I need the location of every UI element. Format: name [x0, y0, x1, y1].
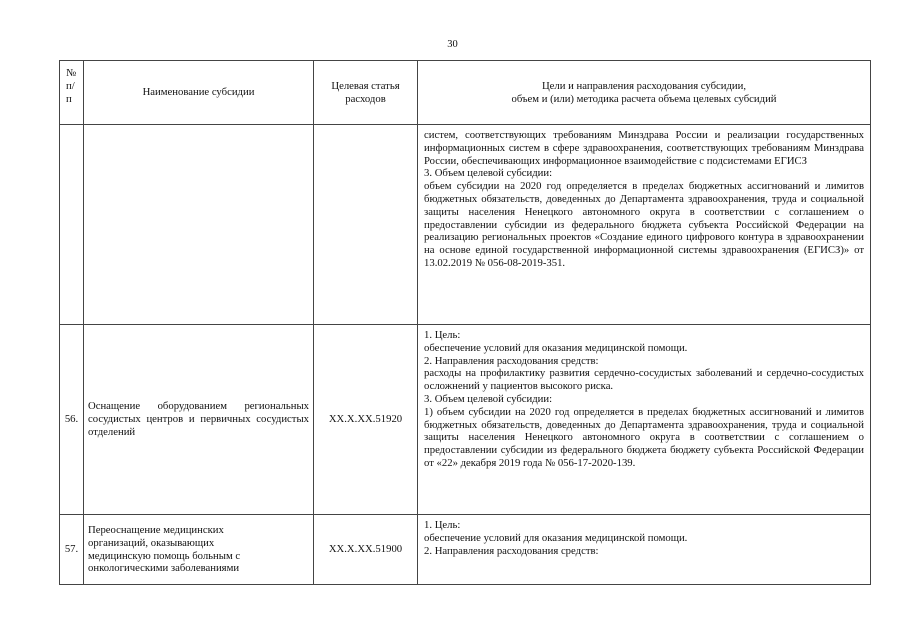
row-target-article: ХХ.Х.ХХ.51920: [314, 325, 418, 515]
header-subsidy-name: Наименование субсидии: [84, 61, 314, 125]
row-number: 57.: [60, 515, 84, 585]
subsidy-table: [59, 60, 871, 585]
page-number: 30: [447, 39, 458, 50]
header-target-article: Целевая статья расходов: [314, 61, 418, 125]
row-target-article: ХХ.Х.ХХ.51900: [314, 515, 418, 585]
table-row: [60, 515, 871, 585]
row-number: [60, 125, 84, 325]
row-target-article: [314, 125, 418, 325]
table-row: [60, 125, 871, 325]
row-goals: 1. Цель: обеспечение условий для оказания медицинской помощи. 2. Направления расходования средств:: [418, 515, 871, 585]
table-row: [60, 325, 871, 515]
row-subsidy-name: [84, 125, 314, 325]
header-number: № п/ п: [60, 61, 84, 125]
table-header-row: [60, 61, 871, 125]
row-subsidy-name: Оснащение оборудованием региональных сосудистых центров и первичных сосудистых отделений: [84, 325, 314, 515]
row-subsidy-name: Переоснащение медицинских организаций, оказывающих медицинскую помощь больным с онкологическими заболеваниями: [84, 515, 314, 585]
row-goals: систем, соответствующих требованиям Минздрава России и реализации государственных информационных систем в сфере здравоохранения, соответствующих требованиям Минздрава России, обеспечивающих информационное взаимодействие с подсистемами ЕГИСЗ 3. Объем целевой субсидии: объем субсидии на 2020 год определяется в пределах бюджетных ассигнований и лимитов бюджетных обязательств, доведенных до Департамента здравоохранения, труда и социальной защиты населения Ненецкого автономного округа в соответствии с соглашением о предоставлении субсидии из федерального бюджета субъекта Российской Федерации на реализацию региональных проектов «Создание единого цифрового контура в здравоохранении на основе единой государственной информационной системы здравоохранения (ЕГИСЗ)» от 13.02.2019 № 056-08-2019-351.: [418, 125, 871, 325]
row-goals: 1. Цель: обеспечение условий для оказания медицинской помощи. 2. Направления расходования средств: расходы на профилактику развития сердечно-сосудистых заболеваний и сердечно-сосудистых осложнений у пациентов высокого риска. 3. Объем целевой субсидии: 1) объем субсидии на 2020 год определяется в пределах бюджетных ассигнований и лимитов бюджетных обязательств, доведенных до Департамента здравоохранения, труда и социальной защиты населения Ненецкого автономного округа в соответствии с соглашением о предоставлении субсидии из федерального бюджета бюджету субъекта Российской Федерации от «22» декабря 2019 года № 056-17-2020-139.: [418, 325, 871, 515]
header-goals: Цели и направления расходования субсидии, объем и (или) методика расчета объема целевых субсидий: [418, 61, 871, 125]
row-number: 56.: [60, 325, 84, 515]
